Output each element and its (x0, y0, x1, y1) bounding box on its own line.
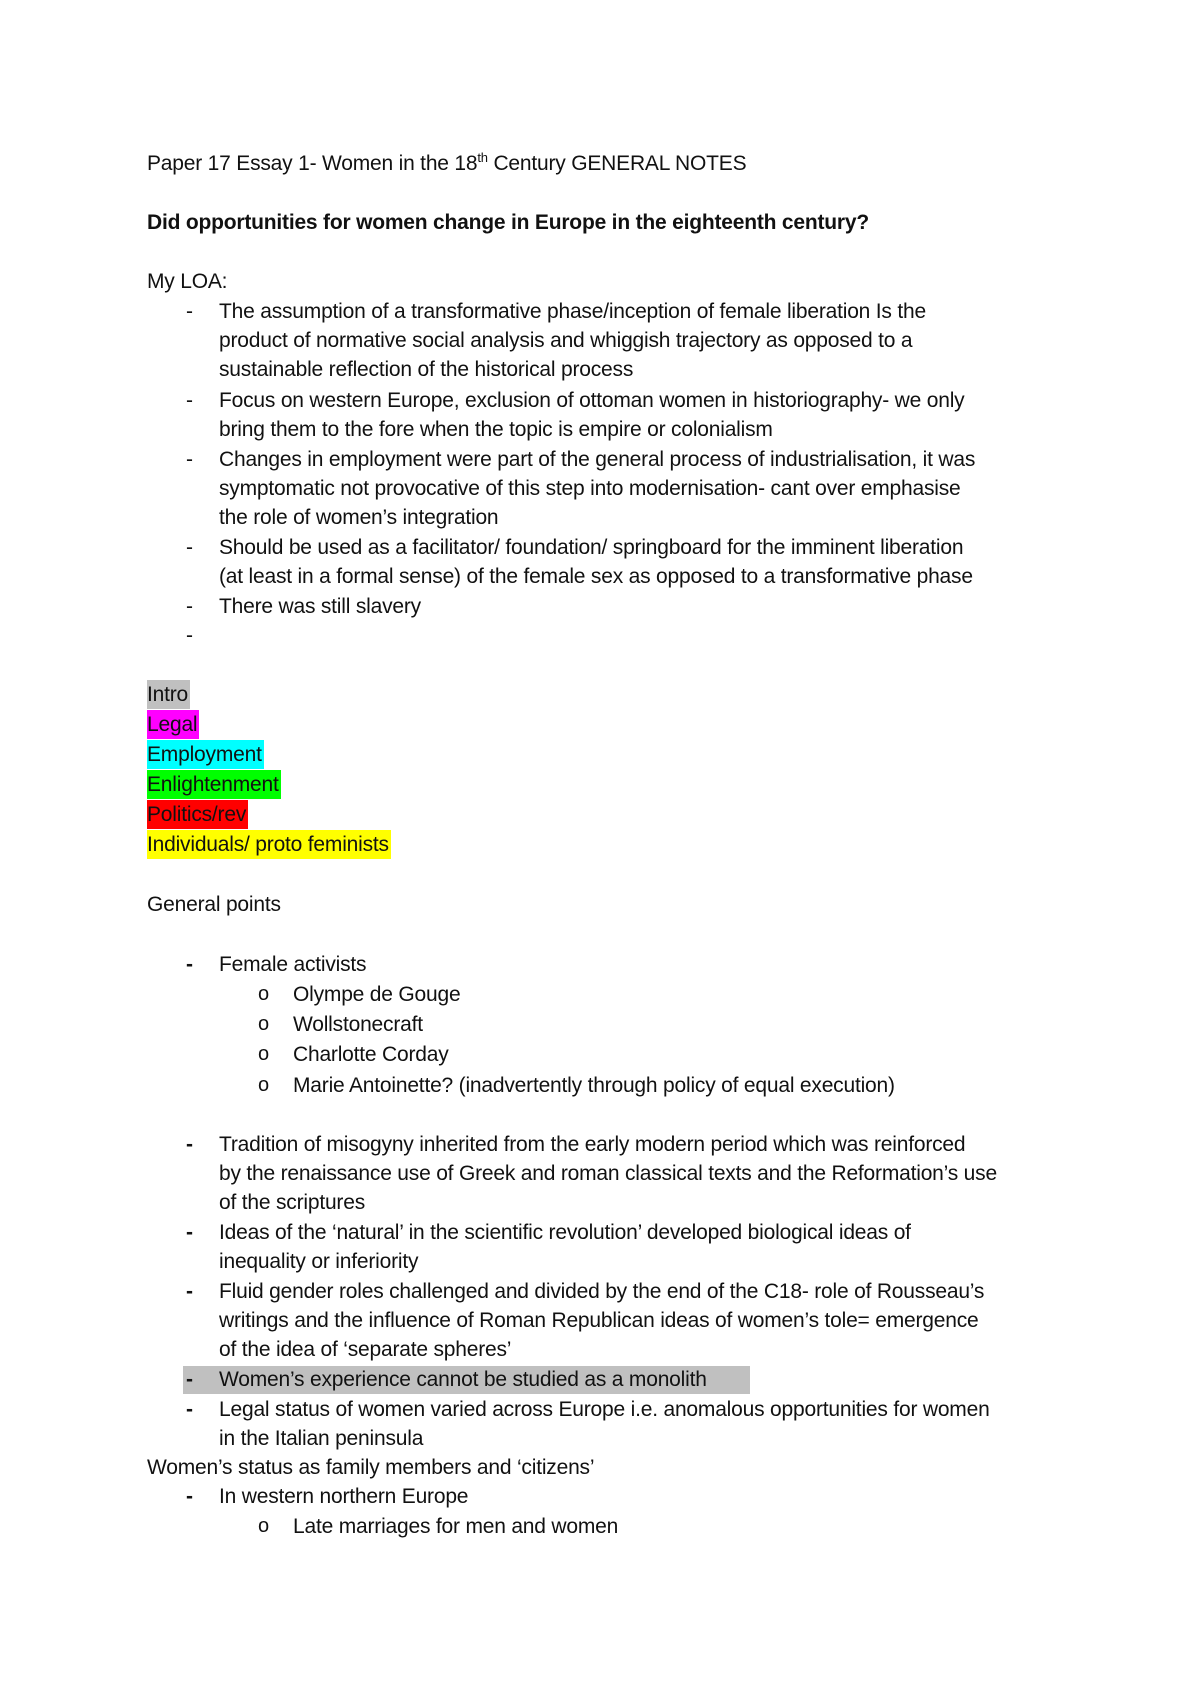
key-label: Politics/rev (147, 800, 248, 829)
list-item: Focus on western Europe, exclusion of ottoman women in historiography- we only (219, 389, 965, 412)
list-item: The assumption of a transformative phase/inception of female liberation Is the (219, 300, 926, 323)
list-item: symptomatic not provocative of this step into modernisation- cant over emphasise (219, 477, 961, 500)
status-item: In western northern Europe (219, 1485, 469, 1508)
list-dash: - (186, 389, 193, 412)
list-dash: - (186, 1133, 193, 1156)
list-item: There was still slavery (219, 595, 421, 618)
activist-item: Marie Antoinette? (inadvertently through policy of equal execution) (293, 1074, 895, 1097)
title-text-end: Century GENERAL NOTES (487, 152, 747, 175)
loa-heading: My LOA: (147, 270, 228, 293)
o-bullet: o (258, 1013, 270, 1035)
point-item: inequality or inferiority (219, 1250, 419, 1273)
status-heading: Women’s status as family members and ‘citizens’ (147, 1456, 595, 1479)
point-item: in the Italian peninsula (219, 1427, 424, 1450)
activists-heading: Female activists (219, 953, 367, 976)
status-subitem: Late marriages for men and women (293, 1515, 619, 1538)
list-item: sustainable reflection of the historical process (219, 358, 634, 381)
key-item-employment (147, 740, 264, 769)
key-label: Intro (147, 680, 190, 709)
activist-item: Wollstonecraft (293, 1013, 423, 1036)
list-dash: - (186, 1485, 193, 1508)
key-item-intro (147, 680, 190, 709)
list-item: (at least in a formal sense) of the female sex as opposed to a transformative phase (219, 565, 973, 588)
key-item-legal (147, 710, 199, 739)
general-points-heading: General points (147, 893, 281, 916)
list-dash: - (186, 448, 193, 471)
list-item: the role of women’s integration (219, 506, 499, 529)
list-item: Changes in employment were part of the general process of industrialisation, it was (219, 448, 976, 471)
list-dash: - (186, 595, 193, 618)
list-dash: - (186, 300, 193, 323)
list-dash: - (186, 536, 193, 559)
key-item-individuals (147, 830, 391, 859)
essay-question: Did opportunities for women change in Europe in the eighteenth century? (147, 211, 869, 234)
point-item: writings and the influence of Roman Republican ideas of women’s tole= emergence (219, 1309, 979, 1332)
point-item: of the idea of ‘separate spheres’ (219, 1338, 512, 1361)
list-item: bring them to the fore when the topic is empire or colonialism (219, 418, 773, 441)
point-item: by the renaissance use of Greek and roman classical texts and the Reformation’s use (219, 1162, 997, 1185)
list-item: product of normative social analysis and whiggish trajectory as opposed to a (219, 329, 913, 352)
o-bullet: o (258, 983, 270, 1005)
list-dash: - (186, 1280, 193, 1303)
list-dash: - (186, 1221, 193, 1244)
o-bullet: o (258, 1515, 270, 1537)
list-dash: - (186, 953, 193, 976)
key-item-politics (147, 800, 248, 829)
point-item-highlighted: Women’s experience cannot be studied as a monolith (219, 1368, 707, 1391)
key-label: Individuals/ proto feminists (147, 830, 391, 859)
o-bullet: o (258, 1043, 270, 1065)
key-label: Employment (147, 740, 264, 769)
activist-item: Charlotte Corday (293, 1043, 449, 1066)
key-item-enlightenment (147, 770, 281, 799)
point-item: Legal status of women varied across Europe i.e. anomalous opportunities for women (219, 1398, 990, 1421)
o-bullet: o (258, 1074, 270, 1096)
key-label: Enlightenment (147, 770, 281, 799)
point-item: Fluid gender roles challenged and divided by the end of the C18- role of Rousseau’s (219, 1280, 985, 1303)
list-item: Should be used as a facilitator/ foundation/ springboard for the imminent liberation (219, 536, 964, 559)
key-label: Legal (147, 710, 199, 739)
list-dash: - (186, 1398, 193, 1421)
point-item: Tradition of misogyny inherited from the early modern period which was reinforced (219, 1133, 966, 1156)
list-dash: - (186, 1368, 193, 1391)
title-superscript: th (477, 150, 488, 165)
list-dash: - (186, 624, 193, 647)
title-text: Paper 17 Essay 1- Women in the 18 (147, 152, 478, 175)
page-title (147, 149, 746, 178)
point-item: of the scriptures (219, 1191, 365, 1214)
point-item: Ideas of the ‘natural’ in the scientific revolution’ developed biological ideas of (219, 1221, 911, 1244)
activist-item: Olympe de Gouge (293, 983, 461, 1006)
